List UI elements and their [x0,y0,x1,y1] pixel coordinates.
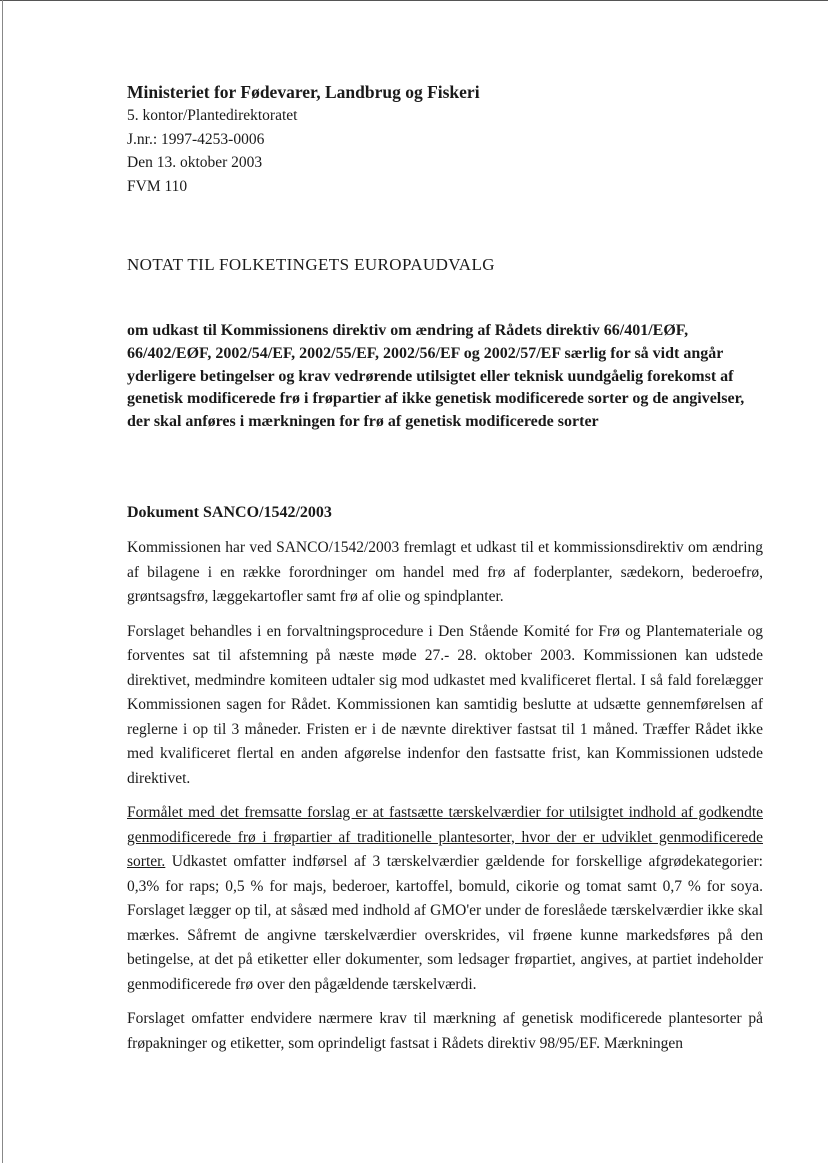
paragraph-3 [127,801,763,997]
notat-title: NOTAT TIL FOLKETINGETS EUROPAUDVALG [127,255,495,274]
office-line: 5. kontor/Plantedirektoratet [127,107,298,124]
ministry-name: Ministeriet for Fødevarer, Landbrug og Fiskeri [127,82,480,102]
document-heading: Dokument SANCO/1542/2003 [127,504,332,521]
paragraph-4: Forslaget omfatter endvidere nærmere krav til mærkning af genetisk modificerede plantesorter på frøpakninger og etiketter, som oprindeligt fastsat i Rådets direktiv 98/95/EF. Mærkningen [127,1010,763,1052]
subject-paragraph: om udkast til Kommissionens direktiv om ændring af Rådets direktiv 66/401/EØF, 66/402/EØF, 2002/54/EF, 2002/55/EF, 2002/56/EF og 2002/57/EF særlig for så vidt angår yderligere betingelser og krav vedrørende utilsigtet eller teknisk uundgåelig forekomst af genetisk modificerede frø i frøpartier af ikke genetisk modificerede sorter og de angivelser, der skal anføres i mærkningen for frø af genetisk modificerede sorter [127,322,745,431]
paragraph-1: Kommissionen har ved SANCO/1542/2003 fremlagt et udkast til et kommissionsdirektiv om ændring af bilagene i en række forordninger om handel med frø af foderplanter, sædekorn, bederoefrø, grøntsagsfrø, læggekartofler samt frø af olie og spindplanter. [127,539,763,605]
body-text [127,536,763,1066]
page-edge-top [0,0,828,1]
paragraph-2: Forslaget behandles i en forvaltningsprocedure i Den Stående Komité for Frø og Plantemateriale og forventes sat til afstemning på næste møde 27.- 28. oktober 2003. Kommissionen kan udstede direktivet, medmindre komiteen udtaler sig mod udkastet med kvalificeret flertal. I så fald forelægger Kommissionen sagen for Rådet. Kommissionen kan samtidig beslutte at udsætte gennemførelsen af reglerne i op til 3 måneder. Fristen er i de nævnte direktiver fastsat til 1 måned. Træffer Rådet ikke med kvalificeret flertal en anden afgørelse indenfor den fastsatte frist, kan Kommissionen udstede direktivet. [127,622,763,787]
document-date: Den 13. oktober 2003 [127,154,263,171]
page-edge-left [2,0,3,1163]
underlined-purpose: Formålet med det fremsatte forslag er at fastsætte tærskelværdier for utilsigtet indhold af godkendte genmodificerede frø i frøpartier af traditionelle plantesorter, hvor der er udviklet genmodificerede sorter. [127,804,763,870]
reference-code: FVM 110 [127,177,188,195]
journal-number: J.nr.: 1997-4253-0006 [127,130,265,148]
paragraph-3-rest: Udkastet omfatter indførsel af 3 tærskelværdier gældende for forskellige afgrødekategorier: 0,3% for raps; 0,5 % for majs, bederoer, kartoffel, bomuld, cikorie og tomat samt 0,7 % for soya. Forslaget lægger op til, at såsæd med indhold af GMO'er under de foreslåede tærskelværdier ikke skal mærkes. Såfremt de angivne tærskelværdier overskrides, vil frøene kunne markedsføres på den betingelse, at det på etiketter eller dokumenter, som ledsager frøpartiet, angives, at partiet indeholder genmodificerede frø over den pågældende tærskelværdi. [127,853,763,993]
letterhead [127,80,687,198]
